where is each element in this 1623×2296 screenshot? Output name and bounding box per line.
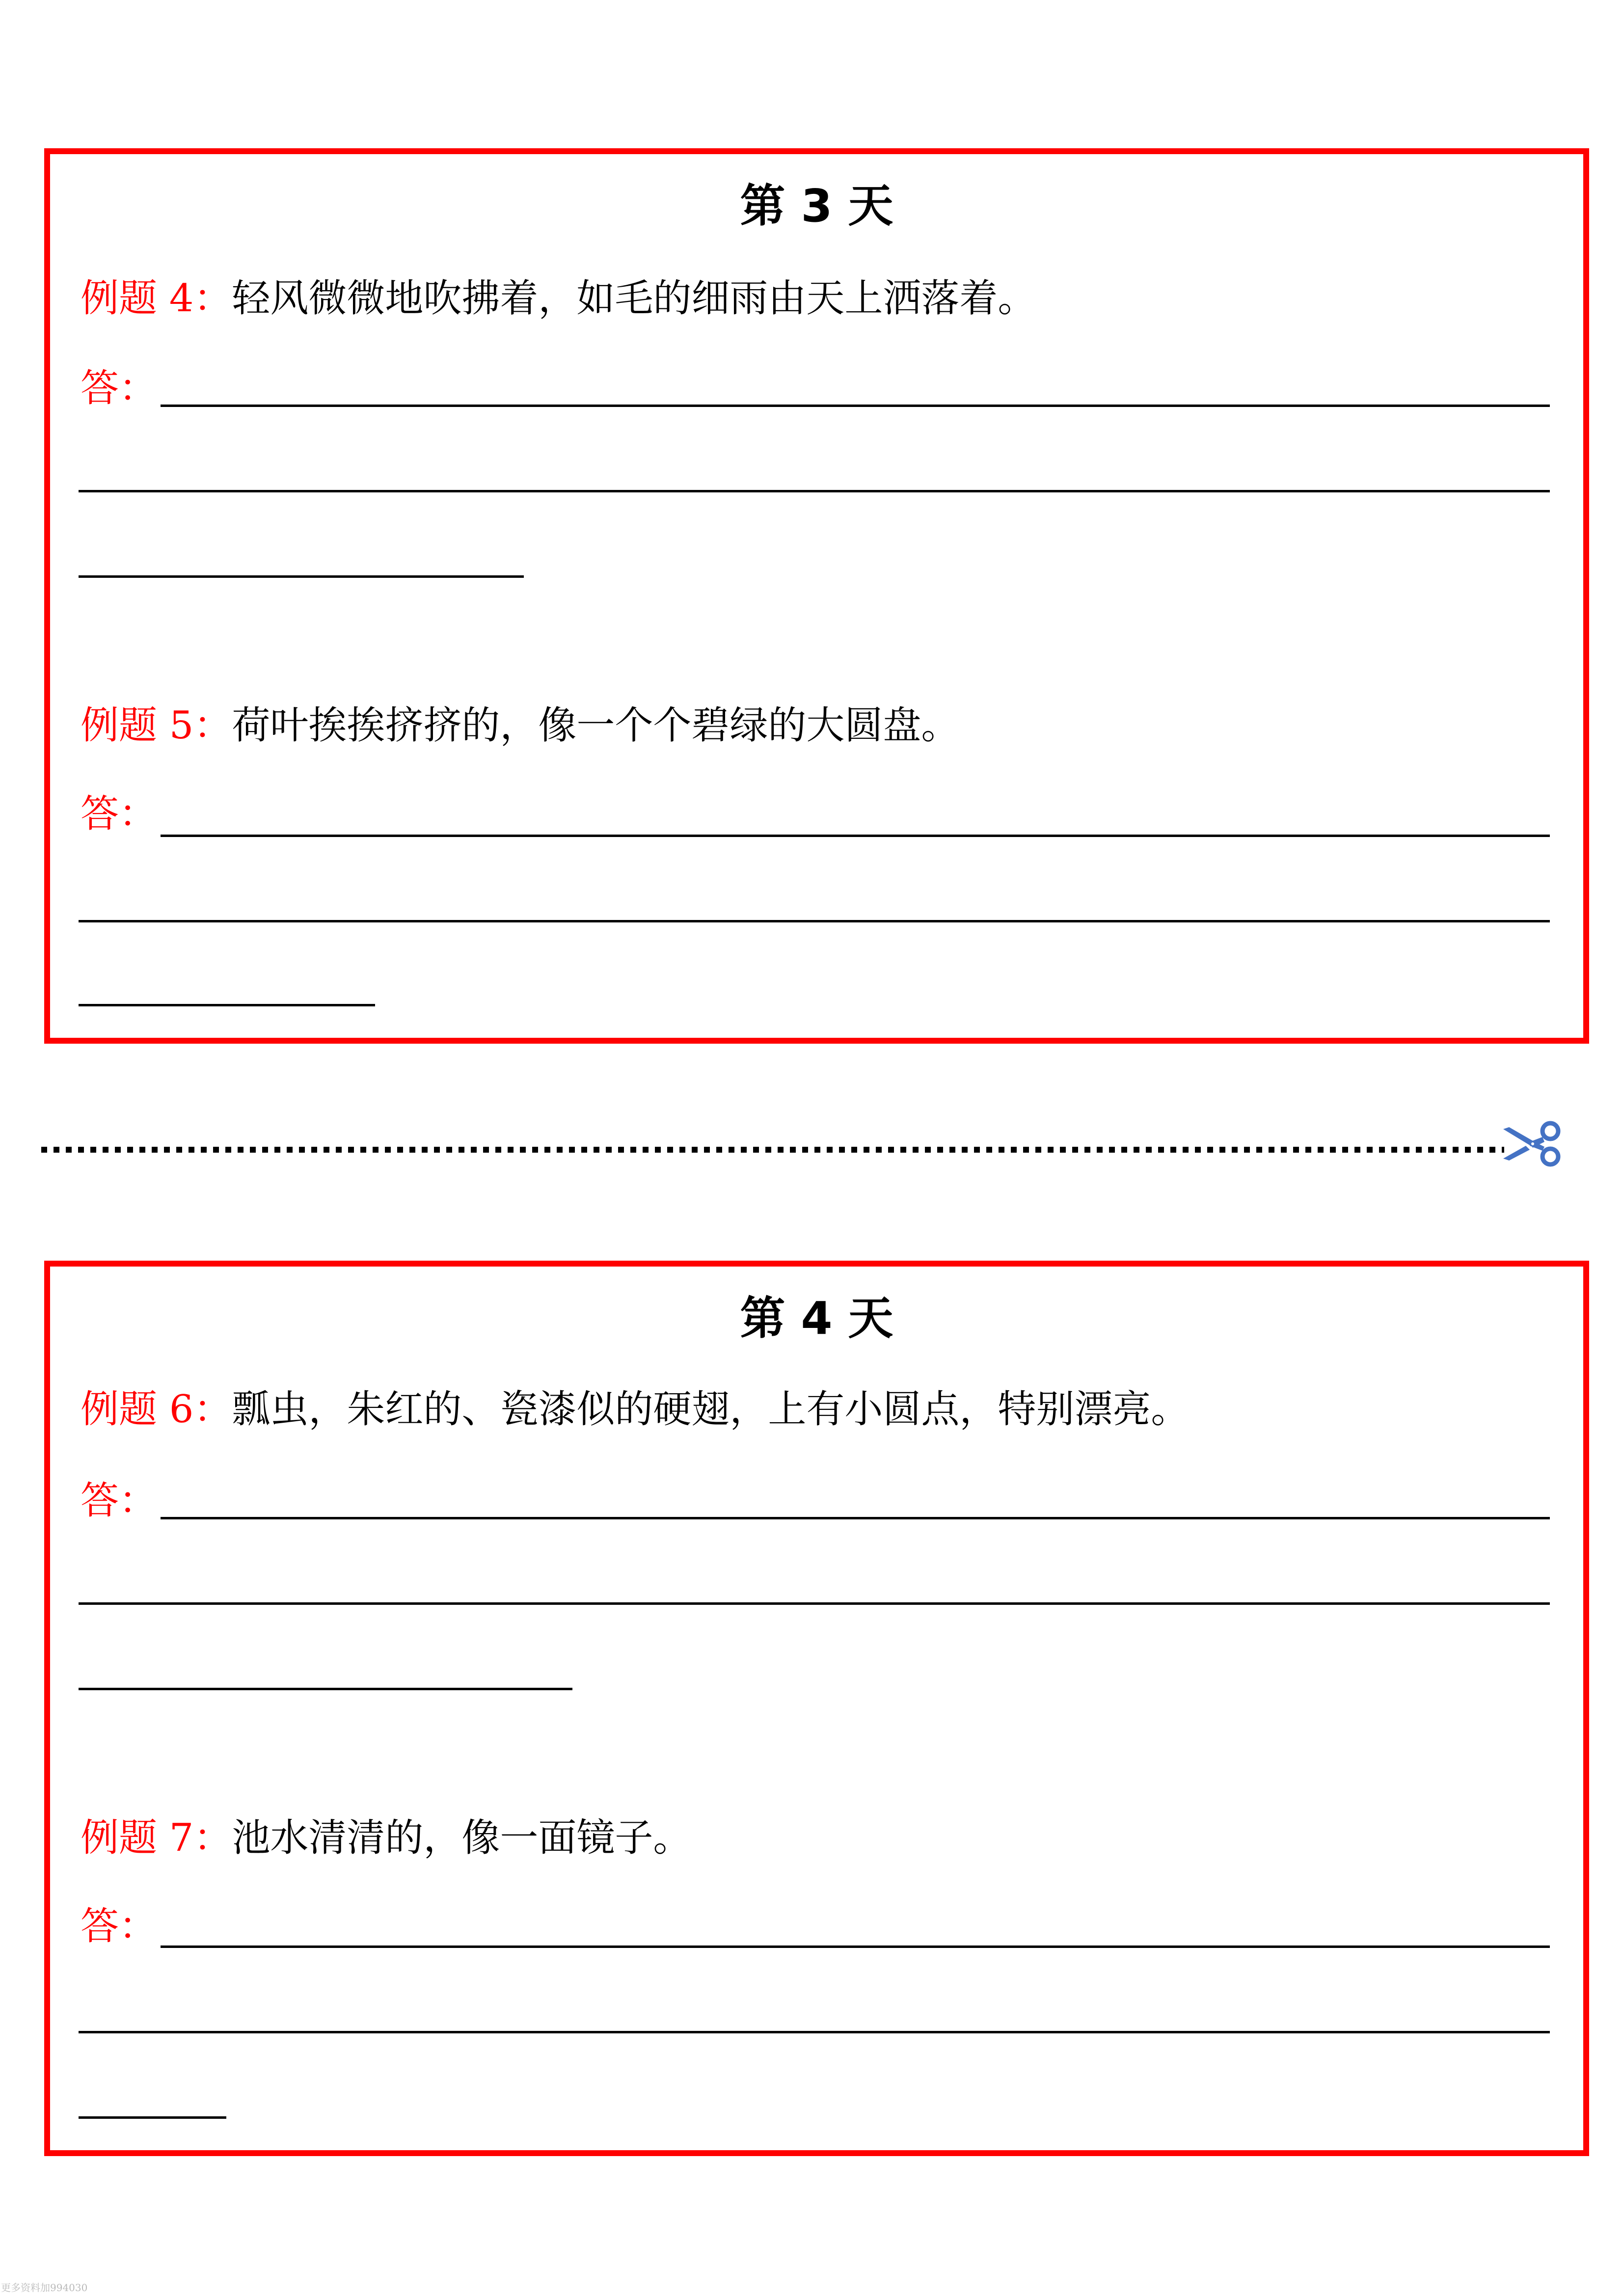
- answer-line[interactable]: [79, 490, 1550, 492]
- day-title: 第 4 天: [740, 1292, 893, 1345]
- watermark: 更多资料加994030: [1, 2282, 88, 2294]
- question-label: 例题 4：: [81, 276, 232, 321]
- answer-line[interactable]: [161, 1517, 1550, 1519]
- answer-line[interactable]: [161, 1945, 1550, 1948]
- day-4-card: [44, 1261, 1589, 2156]
- answer-line[interactable]: [79, 1688, 572, 1690]
- question-text: 轻风微微地吹拂着，如毛的细雨由天上洒落着。: [232, 276, 1036, 321]
- answer-label: 答：: [81, 1904, 158, 1948]
- question-4: [81, 276, 1036, 321]
- cut-dotted-line: [41, 1147, 1504, 1153]
- answer-label: 答：: [81, 366, 158, 410]
- answer-line[interactable]: [79, 1004, 375, 1006]
- question-text: 瓢虫，朱红的、瓷漆似的硬翅，上有小圆点，特别漂亮。: [232, 1387, 1190, 1432]
- question-text: 荷叶挨挨挤挤的，像一个个碧绿的大圆盘。: [232, 703, 960, 748]
- answer-label: 答：: [81, 792, 158, 836]
- answer-line[interactable]: [161, 835, 1550, 837]
- answer-label: 答：: [81, 1479, 158, 1523]
- question-5: [81, 703, 960, 748]
- answer-line[interactable]: [79, 1602, 1550, 1605]
- answer-line[interactable]: [79, 2031, 1550, 2033]
- scissors-icon: [1502, 1120, 1562, 1167]
- question-7: [81, 1816, 692, 1860]
- day-title: 第 3 天: [740, 180, 893, 232]
- question-text: 池水清清的，像一面镜子。: [232, 1816, 692, 1860]
- answer-line[interactable]: [79, 920, 1550, 922]
- question-6: [81, 1387, 1190, 1432]
- answer-line[interactable]: [161, 405, 1550, 407]
- day-3-card: [44, 148, 1589, 1044]
- question-label: 例题 7：: [81, 1816, 232, 1860]
- question-label: 例题 6：: [81, 1387, 232, 1432]
- answer-line[interactable]: [79, 575, 524, 578]
- answer-line[interactable]: [79, 2116, 226, 2119]
- question-label: 例题 5：: [81, 703, 232, 748]
